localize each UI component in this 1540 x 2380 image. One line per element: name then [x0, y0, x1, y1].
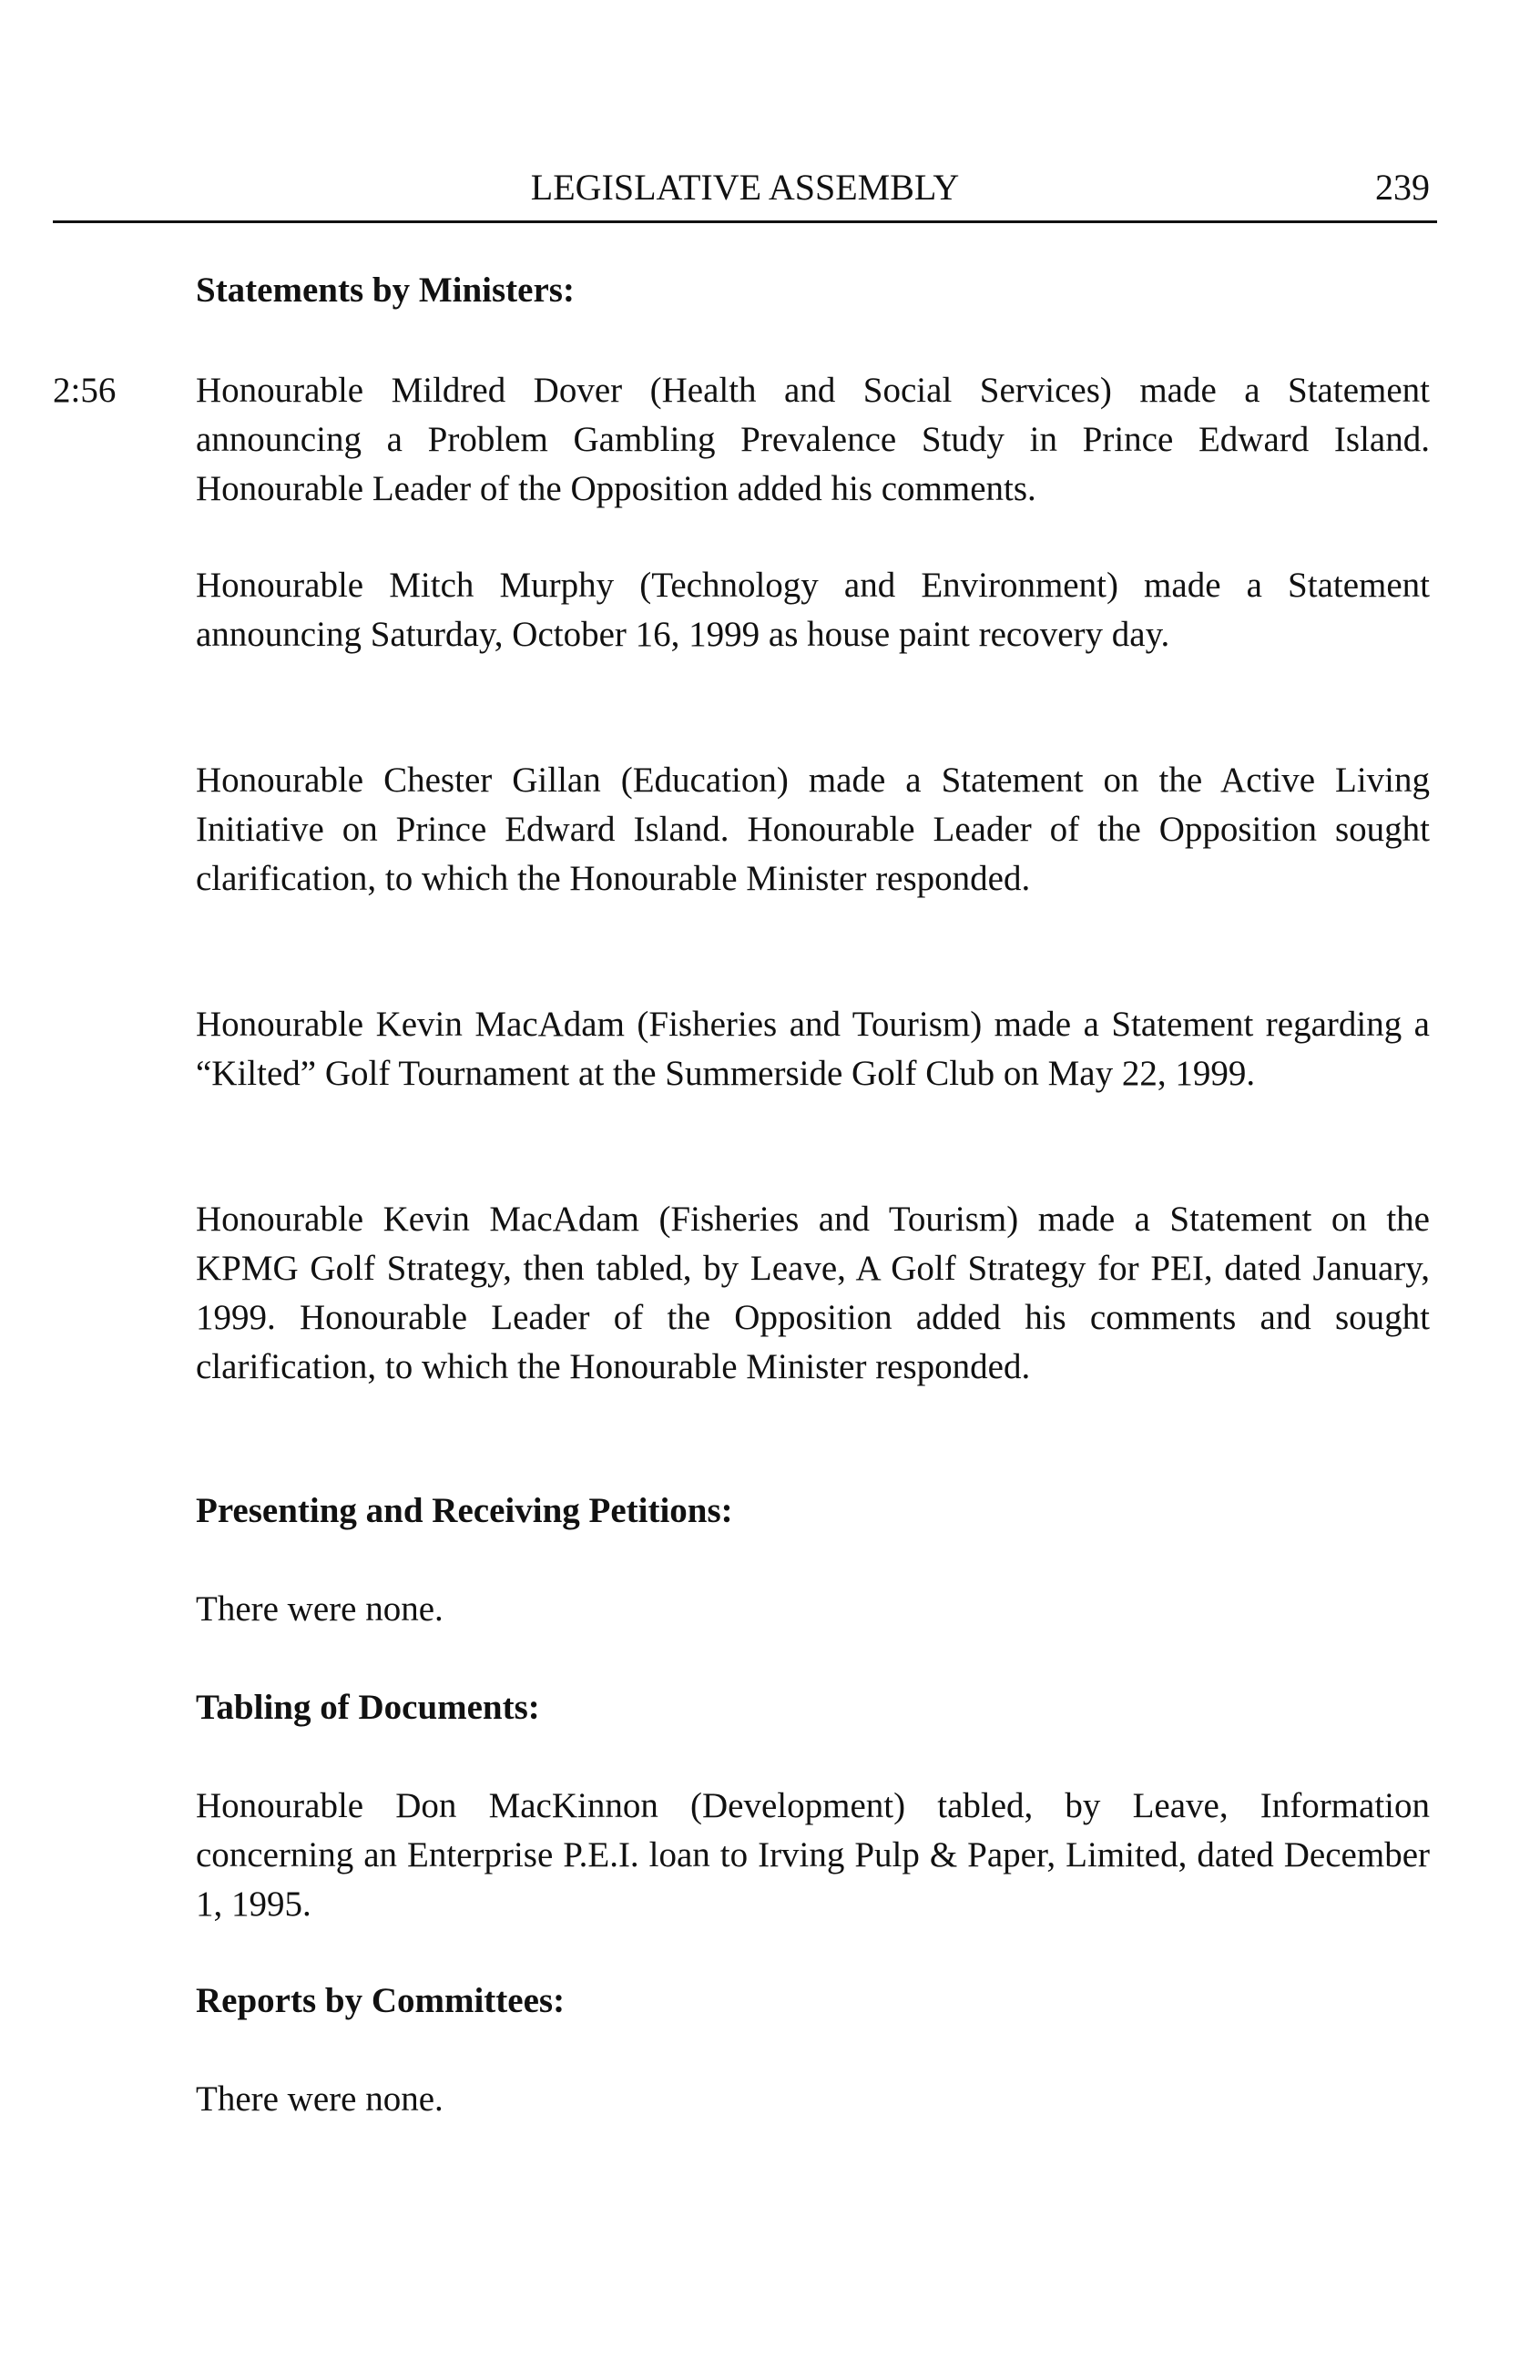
statement-paragraph-1: Honourable Mildred Dover (Health and Social Services) made a Statement announcing a Problem Gambling Prevalence Study in Prince Edward Island. Honourable Leader of the Opposition added his comments. [196, 371, 1430, 508]
page-number: 239 [1375, 167, 1430, 208]
petitions-heading: Presenting and Receiving Petitions: [196, 1491, 733, 1530]
statements-heading: Statements by Ministers: [196, 271, 575, 310]
committees-text: There were none. [196, 2079, 444, 2119]
statement-paragraph-5: Honourable Kevin MacAdam (Fisheries and Tourism) made a Statement on the KPMG Golf Strategy, then tabled, by Leave, A Golf Strategy for PEI, dated January, 1999. Honourable Leader of the Opposition added his comments and sought clarification, to which the Honourable Minister responded. [196, 1200, 1430, 1386]
statement-paragraph-3: Honourable Chester Gillan (Education) made a Statement on the Active Living Initiative on Prince Edward Island. Honourable Leader of the Opposition sought clarification, to which the Honourable Minister responded. [196, 761, 1430, 898]
timestamp: 2:56 [53, 371, 117, 410]
tabling-text: Honourable Don MacKinnon (Development) tabled, by Leave, Information concerning an Enterprise P.E.I. loan to Irving Pulp & Paper, Limited, dated December 1, 1995. [196, 1786, 1430, 1924]
page-header [53, 169, 1437, 223]
header-title: LEGISLATIVE ASSEMBLY [530, 167, 960, 208]
petitions-text: There were none. [196, 1589, 444, 1629]
statement-paragraph-4: Honourable Kevin MacAdam (Fisheries and Tourism) made a Statement regarding a “Kilted” Golf Tournament at the Summerside Golf Club on May 22, 1999. [196, 1005, 1430, 1093]
statement-paragraph-2: Honourable Mitch Murphy (Technology and Environment) made a Statement announcing Saturday, October 16, 1999 as house paint recovery day. [196, 566, 1430, 654]
committees-heading: Reports by Committees: [196, 1981, 566, 2020]
tabling-heading: Tabling of Documents: [196, 1688, 540, 1727]
